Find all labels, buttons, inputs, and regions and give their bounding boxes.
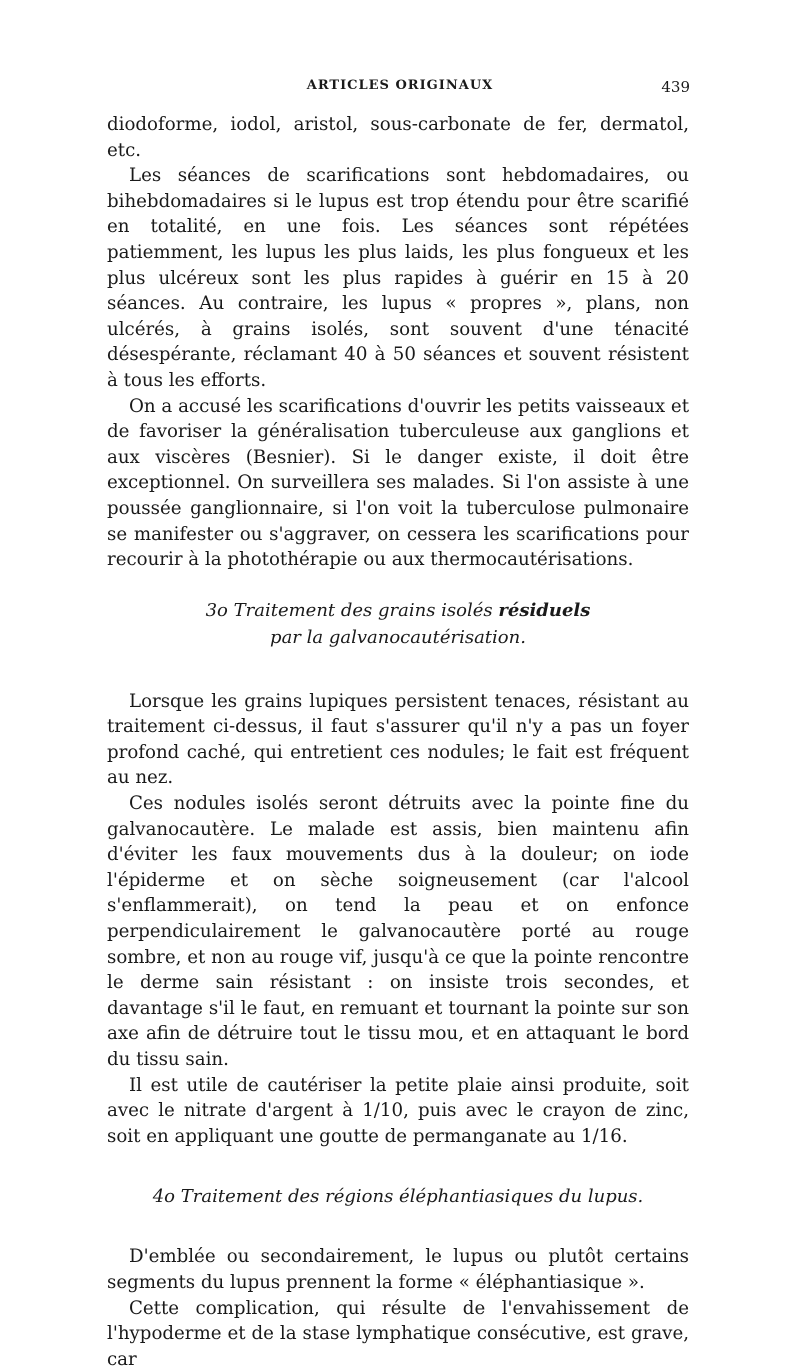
section-title-line2: par la galvanocautérisation. <box>270 626 526 648</box>
paragraph: On a accusé les scarifications d'ouvrir les petits vaisseaux et de favoriser la généralisation tuberculeuse aux ganglions et aux viscères (Besnier). Si le danger existe, il doit être exceptionnel. On surveillera ses malades. Si l'on assiste à une poussée ganglionnaire, si l'on voit la tuberculose pulmonaire se manifester ou s'aggraver, on cessera les scarifications pour recourir à la photothérapie ou aux thermocautérisations. <box>107 395 689 571</box>
section-number: 3o <box>205 599 228 621</box>
section-title-emphasis: résiduels <box>498 599 591 621</box>
section-heading-4 <box>107 1183 689 1210</box>
paragraph: Il est utile de cautériser la petite plaie ainsi produite, soit avec le nitrate d'argent à 1/10, puis avec le crayon de zinc, soit en appliquant une goutte de permanganate au 1/16. <box>107 1074 689 1147</box>
paragraph: D'emblée ou secondairement, le lupus ou plutôt certains segments du lupus prennent la forme « éléphantiasique ». <box>107 1246 689 1293</box>
section-title: Traitement des régions éléphantiasiques du lupus. <box>180 1186 644 1208</box>
paragraph: Ces nodules isolés seront détruits avec la pointe fine du galvanocautère. Le malade est assis, bien maintenu afin d'éviter les faux mouvements dus à la douleur; on iode l'épiderme et on sèche soigneusement (car l'alcool s'enflammerait), on tend la peau et on enfonce perpendiculairement le galvanocautère porté au rouge sombre, et non au rouge vif, jusqu'à ce que la pointe rencontre le derme sain résistant : on insiste trois secondes, et davantage s'il le faut, en remuant et tournant la pointe sur son axe afin de détruire tout le tissu mou, et en attaquant le bord du tissu sain. <box>107 793 689 1070</box>
paragraph: diodoforme, iodol, aristol, sous-carbonate de fer, dermatol, etc. <box>107 114 689 161</box>
page-number: 439 <box>661 78 690 96</box>
running-head <box>110 78 690 100</box>
section-number: 4o <box>152 1186 176 1208</box>
section-heading-3 <box>107 597 689 651</box>
section-title-line1: Traitement des grains isolés <box>233 599 493 621</box>
article-body <box>107 112 689 1372</box>
running-title: ARTICLES ORIGINAUX <box>306 78 494 93</box>
paragraph: Les séances de scarifications sont hebdomadaires, ou bihebdomadaires si le lupus est trop étendu pour être scarifié en totalité, en une fois. Les séances sont répétées patiemment, les lupus les plus laids, les plus fongueux et les plus ulcéreux sont les plus rapides à guérir en 15 à 20 séances. Au contraire, les lupus « propres », plans, non ulcérés, à grains isolés, sont souvent d'une ténacité désespérante, réclamant 40 à 50 séances et souvent résistent à tous les efforts. <box>107 165 689 391</box>
paragraph: Lorsque les grains lupiques persistent tenaces, résistant au traitement ci-dessus, il faut s'assurer qu'il n'y a pas un foyer profond caché, qui entretient ces nodules; le fait est fréquent au nez. <box>107 690 689 789</box>
paragraph: Cette complication, qui résulte de l'envahissement de l'hypoderme et de la stase lymphatique consécutive, est grave, car <box>107 1297 689 1370</box>
